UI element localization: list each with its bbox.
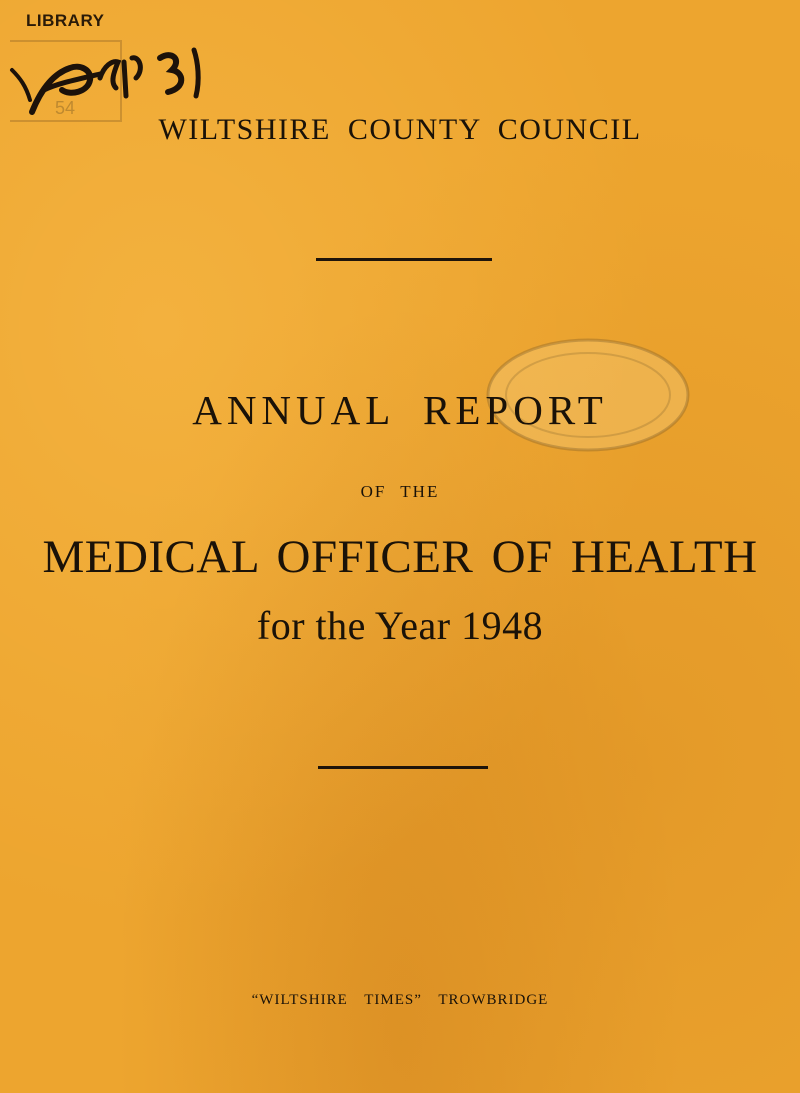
handwritten-reference-mark [0,0,225,128]
top-divider-rule [316,258,492,261]
library-stamp-number: 54 [55,98,76,118]
bottom-divider-rule [318,766,488,769]
report-connector: OF THE [360,482,440,501]
council-name: WILTSHIRE COUNTY COUNCIL [158,113,642,146]
library-stamp [0,0,225,128]
report-subject: MEDICAL OFFICER OF HEALTH [42,531,758,583]
report-title: ANNUAL REPORT [192,387,608,433]
library-stamp-label: LIBRARY [26,11,105,30]
printer-imprint: “WILTSHIRE TIMES” TROWBRIDGE [251,992,549,1008]
report-year: for the Year 1948 [256,603,544,648]
